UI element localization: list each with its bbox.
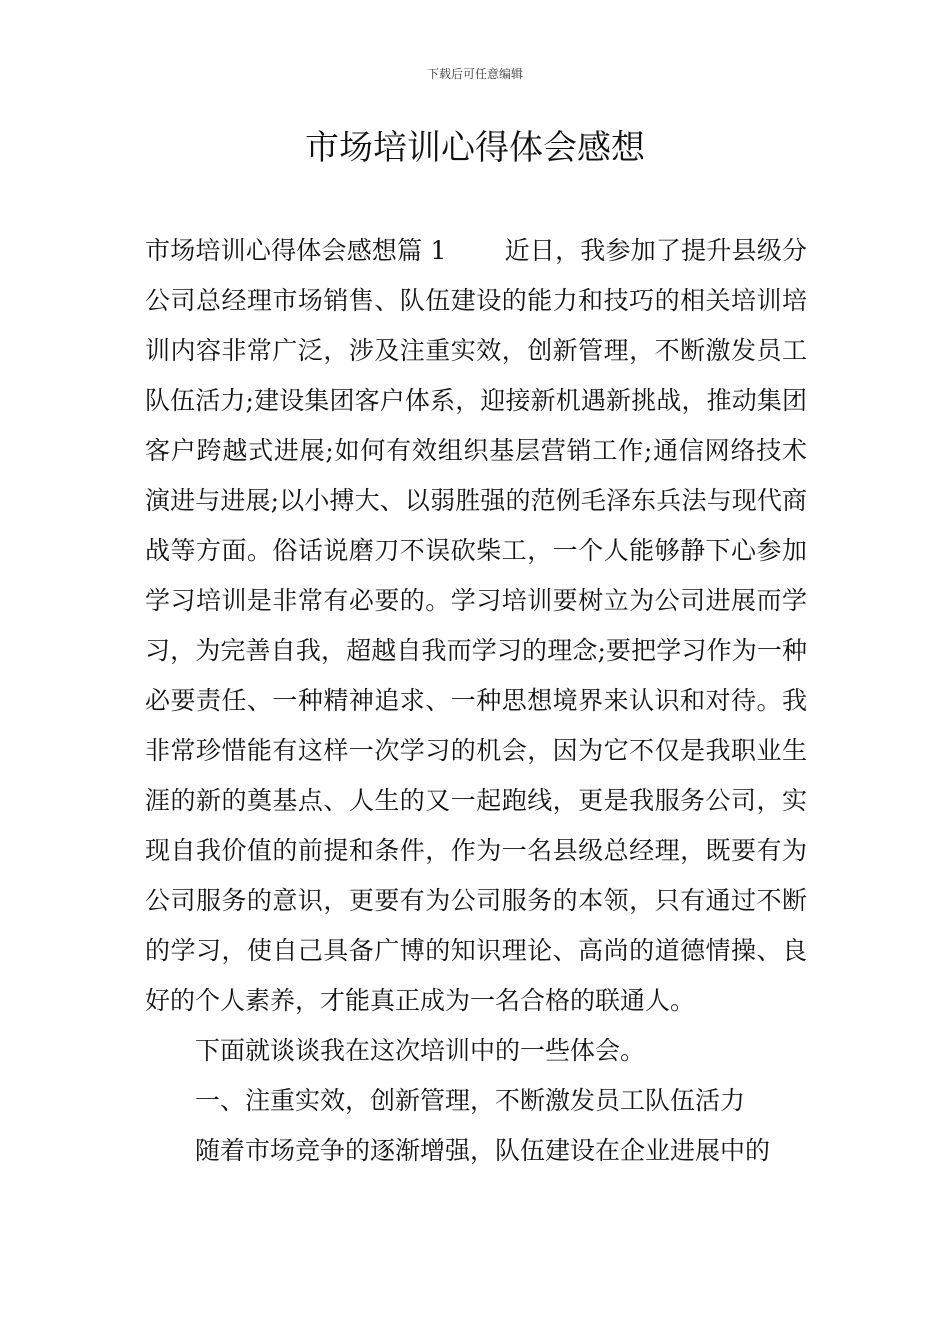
header-note: 下载后可任意编辑 (426, 67, 523, 81)
paragraph-3: 随着市场竞争的逐渐增强，队伍建设在企业进展中的 (195, 1136, 771, 1165)
section-lead: 市场培训心得体会感想篇 1 (145, 236, 447, 265)
document-body (145, 226, 807, 1176)
section-heading-1: 一、注重实效，创新管理，不断激发员工队伍活力 (195, 1086, 746, 1115)
paragraph-1 (145, 226, 807, 1026)
page-title: 市场培训心得体会感想 (305, 128, 645, 168)
paragraph-1-text: 近日，我参加了提升县级分公司总经理市场销售、队伍建设的能力和技巧的相关培训培训内容非常广泛，涉及注重实效，创新管理，不断激发员工队伍活力;建设集团客户体系，迎接新机遇新挑战，推动集团客户跨越式进展;如何有效组织基层营销工作;通信网络技术演进与进展;以小搏大、以弱胜强的范例毛泽东兵法与现代商战等方面。俗话说磨刀不误砍柴工，一个人能够静下心参加学习培训是非常有必要的。学习培训要树立为公司进展而学习，为完善自我，超越自我而学习的理念;要把学习作为一种必要责任、一种精神追求、一种思想境界来认识和对待。我非常珍惜能有这样一次学习的机会，因为它不仅是我职业生涯的新的奠基点、人生的又一起跑线，更是我服务公司，实现自我价值的前提和条件，作为一名县级总经理，既要有为公司服务的意识，更要有为公司服务的本领，只有通过不断的学习，使自己具备广博的知识理论、高尚的道德情操、良好的个人素养，才能真正成为一名合格的联通人。 (145, 236, 807, 1015)
paragraph-2: 下面就谈谈我在这次培训中的一些体会。 (195, 1036, 646, 1065)
